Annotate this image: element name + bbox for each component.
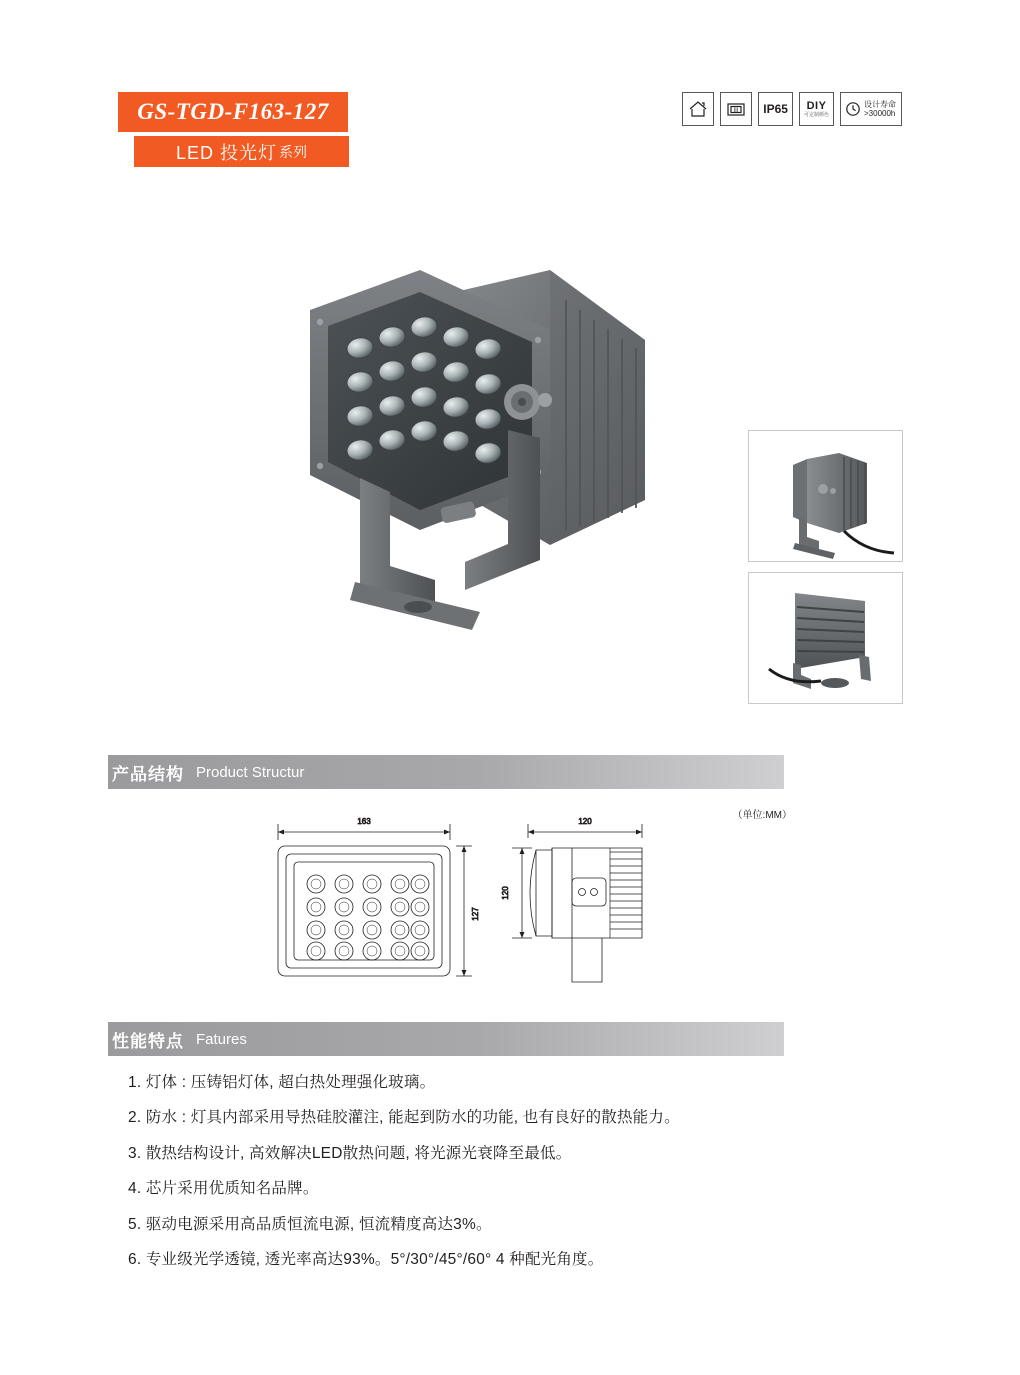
list-item: 1. 灯体 : 压铸铝灯体, 超白热处理强化玻璃。	[128, 1074, 436, 1091]
list-item: 3. 散热结构设计, 高效解决LED散热问题, 将光源光衰降至最低。	[128, 1144, 572, 1162]
section-title-cn: 产品结构	[112, 764, 184, 784]
lifetime-icon	[840, 92, 902, 126]
front-height-dim: 127	[471, 907, 480, 921]
svg-text:III: III	[733, 107, 739, 114]
front-width-dim: 163	[357, 817, 371, 826]
features-list	[128, 1072, 928, 1285]
lifetime-label: 设计寿命	[864, 99, 896, 109]
section-title-cn: 性能特点	[112, 1031, 184, 1051]
section-header-features	[92, 1022, 784, 1056]
list-item: 2. 防水 : 灯具内部采用导热硅胶灌注, 能起到防水的功能, 也有良好的散热能力。	[128, 1109, 680, 1127]
house-icon	[682, 92, 714, 126]
lifetime-value: >30000h	[864, 109, 896, 118]
section-header-structure	[92, 755, 784, 789]
technical-drawings	[250, 810, 790, 990]
side-height-dim: 120	[501, 886, 510, 900]
model-badge	[118, 92, 348, 132]
series-name: LED 投光灯	[175, 142, 278, 163]
list-item: 4. 芯片采用优质知名品牌。	[128, 1180, 319, 1198]
section-title-en: Fatures	[196, 1030, 247, 1048]
thumbnail-back-view	[748, 572, 903, 704]
diy-icon	[799, 92, 834, 126]
ip-rating-label: IP65	[763, 102, 788, 116]
product-main-image	[250, 230, 730, 650]
diy-sublabel: 可定制颜色	[803, 111, 829, 118]
side-width-dim: 120	[578, 817, 592, 826]
unit-note: （单位:MM）	[732, 810, 792, 821]
bar-accent	[92, 1022, 108, 1056]
series-suffix: 系列	[279, 143, 308, 160]
model-number: GS-TGD-F163-127	[137, 99, 329, 124]
series-badge	[134, 136, 349, 167]
section-title-en: Product Structur	[196, 763, 305, 781]
thumbnail-side-view	[748, 430, 903, 562]
spec-icon-strip	[682, 92, 902, 126]
list-item: 6. 专业级光学透镜, 透光率高达93%。5°/30°/45°/60° 4 种配光角度。	[128, 1251, 604, 1269]
diy-label: DIY	[806, 99, 827, 112]
ip65-icon	[758, 92, 793, 126]
bar-accent	[92, 755, 108, 789]
page-header	[0, 92, 1020, 182]
list-item: 5. 驱动电源采用高品质恒流电源, 恒流精度高达3%。	[128, 1215, 492, 1233]
class-ii-icon	[720, 92, 752, 126]
